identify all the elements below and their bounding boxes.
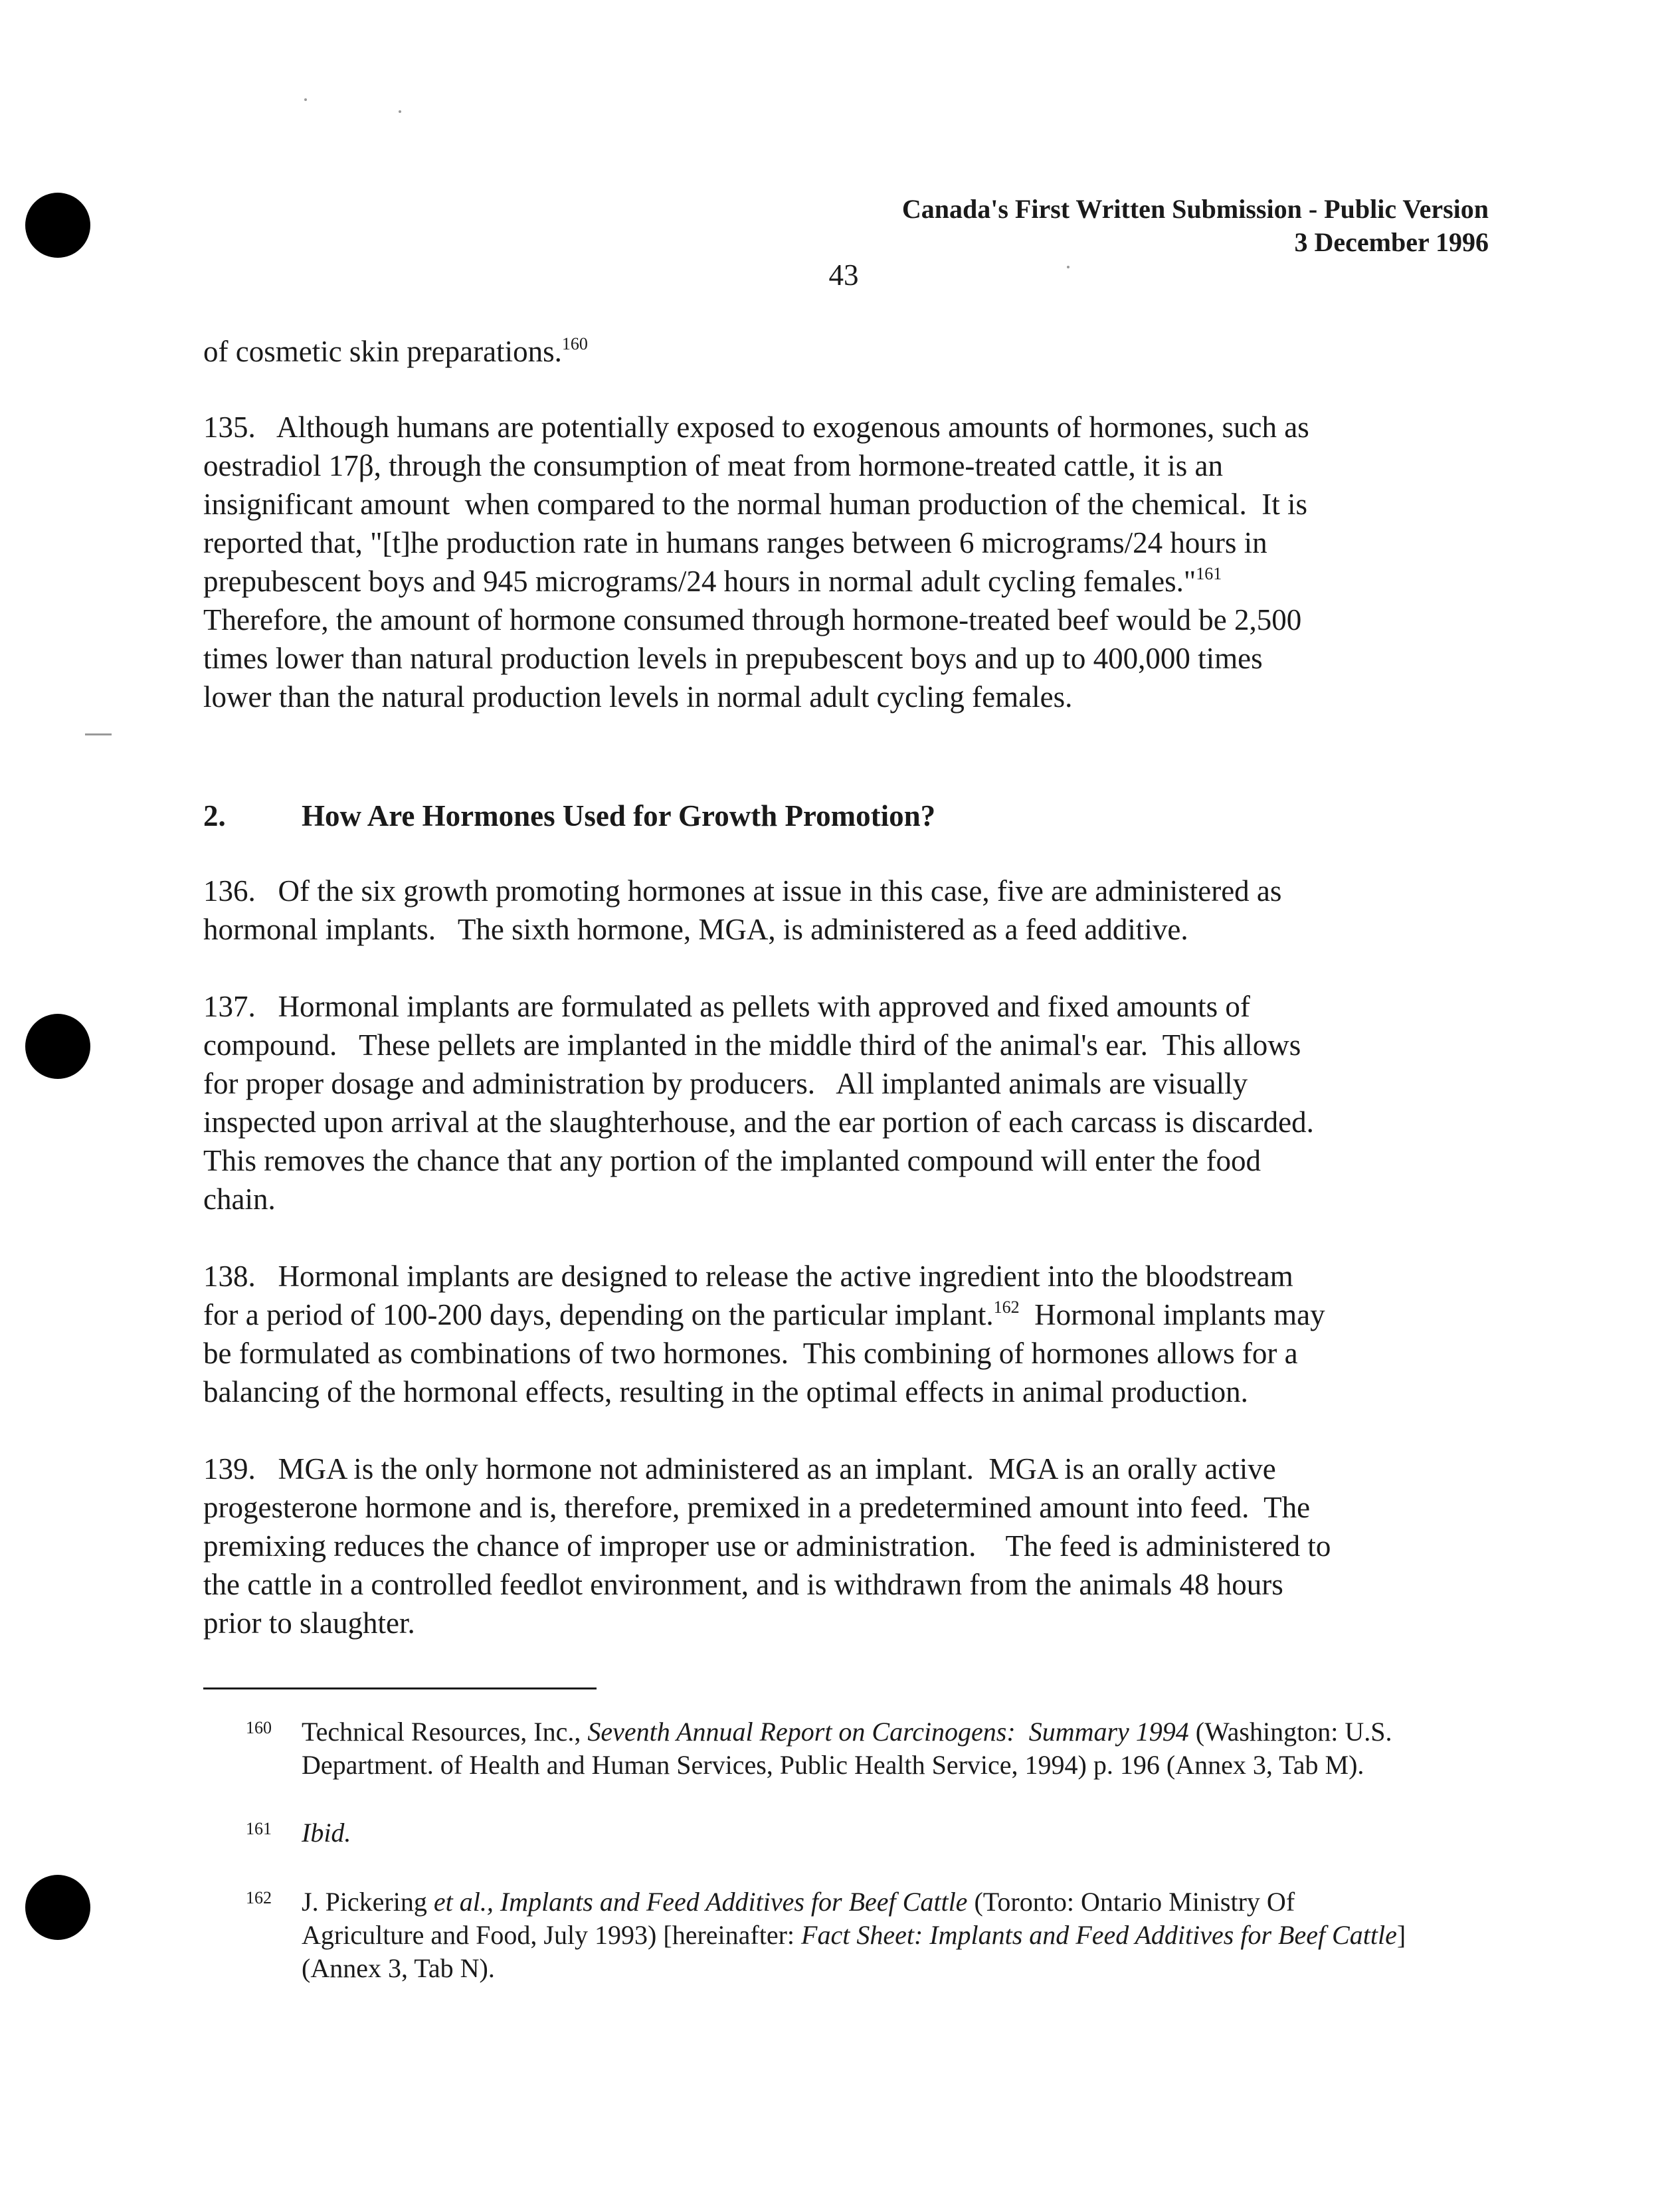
- paragraph-136: 136. Of the six growth promoting hormones at issue in this case, five are administered as hormonal implants. The sixth hormone, MGA, is administered as a feed additive.: [203, 874, 1282, 946]
- running-header: [902, 193, 1489, 259]
- paragraph-139: 139. MGA is the only hormone not administered as an implant. MGA is an orally active progesterone hormone and is, therefore, premixed in a predetermined amount into feed. The premixing reduces the chance of improper use or administration. The feed is administered to the cattle in a controlled feedlot environment, and is withdrawn from the animals 48 hours prior to slaughter.: [203, 1452, 1331, 1640]
- section-number: 2.: [203, 799, 226, 832]
- continuation-text: of cosmetic skin preparations.$^{160}$: [203, 334, 588, 368]
- paragraph-137: 137. Hormonal implants are formulated as pellets with approved and fixed amounts of compound. These pellets are implanted in the middle third of the animal's ear. This allows for proper dosage and administration by producers. All implanted animals are visually inspected upon arrival at the slaughterhouse, and the ear portion of each carcass is discarded. This removes the chance that any portion of the implanted compound will enter the food chain.: [203, 990, 1314, 1216]
- footnote-ref: 160: [561, 334, 588, 353]
- footnote-162: 162 J. Pickering et al., Implants and Feed Additives for Beef Cattle (Toronto: Ontario Ministry Of Agriculture and Food, July 1993) [hereinafter: Fact Sheet: Implants and Feed Additives for Beef Cattle] (Annex 3, Tab N).: [246, 1885, 1406, 1985]
- page-number: 43: [828, 258, 859, 292]
- footnote-mark: 161: [246, 1819, 272, 1838]
- footnote-161: 161 Ibid.: [246, 1816, 351, 1850]
- footnote-160: 160 Technical Resources, Inc., Seventh Annual Report on Carcinogens: Summary 1994 (Washington: U.S. Department. of Health and Human Services, Public Health Service, 1994) p. 196 (Annex 3, Tab M).: [246, 1715, 1392, 1782]
- scan-speck: [1067, 266, 1070, 268]
- footnote-separator: [203, 1687, 597, 1689]
- scan-speck: [85, 733, 112, 735]
- scan-speck: [399, 110, 401, 113]
- footnote-mark: 162: [246, 1888, 272, 1907]
- footnote-ref: 161: [1196, 564, 1222, 583]
- footnote-mark: 160: [246, 1718, 272, 1737]
- paragraph-135: 135. Although humans are potentially exposed to exogenous amounts of hormones, such as oestradiol 17β, through the consumption of meat from hormone-treated cattle, it is an insignificant amount when compared to the normal human production of the chemical. It is reported that, "[t]he production rate in humans ranges between 6 micrograms/24 hours in prepubescent boys and 945 micrograms/24 hours in normal adult cycling females."$^{161}$ Therefore, the amount of hormone consumed through hormone-treated beef would be 2,500 times lower than natural production levels in prepubescent boys and up to 400,000 times lower than the natural production levels in normal adult cycling females.: [203, 411, 1309, 714]
- scan-speck: [304, 98, 307, 101]
- header-date: 3 December 1996: [1294, 227, 1489, 257]
- footnote-ref: 162: [993, 1297, 1020, 1317]
- paragraph-138: 138. Hormonal implants are designed to release the active ingredient into the bloodstream for a period of 100-200 days, depending on the particular implant.$^{162}$ Hormonal implants may be formulated as combinations of two hormones. This combining of hormones allows for a balancing of the hormonal effects, resulting in the optimal effects in animal production.: [203, 1260, 1325, 1408]
- binder-hole: [25, 1875, 90, 1940]
- binder-hole: [25, 1014, 90, 1079]
- header-title: Canada's First Written Submission - Public Version: [901, 194, 1489, 224]
- section-heading: [203, 797, 935, 835]
- binder-hole: [25, 193, 90, 258]
- section-title: How Are Hormones Used for Growth Promotion?: [302, 799, 936, 832]
